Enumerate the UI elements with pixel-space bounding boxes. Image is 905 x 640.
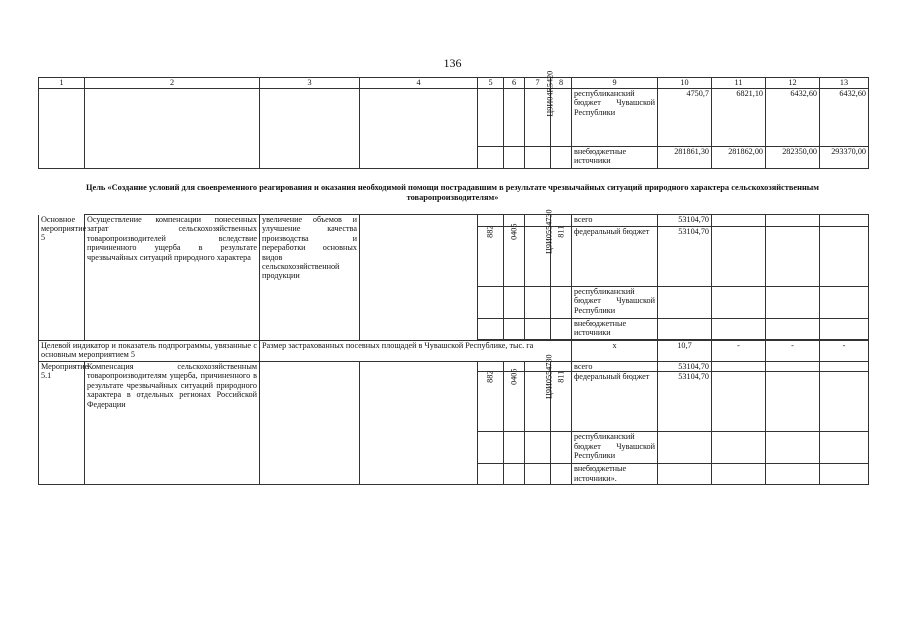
indicator-c9: x xyxy=(572,341,658,362)
page-number: 136 xyxy=(443,56,462,70)
cell-6 xyxy=(504,89,525,147)
cell-13 xyxy=(820,464,869,485)
col-num-3: 3 xyxy=(260,78,360,89)
cell-2 xyxy=(85,89,260,169)
target-code-cell xyxy=(525,209,554,287)
event-type-cell: Основное мероприятие 5 xyxy=(39,215,85,341)
section-code-cell xyxy=(504,223,525,287)
col-num-11: 11 xyxy=(712,78,766,89)
gr-code-cell xyxy=(478,372,504,432)
cell-12 xyxy=(766,215,820,227)
cell-6 xyxy=(504,319,525,340)
cell-6 xyxy=(504,464,525,485)
cell-5 xyxy=(478,147,504,169)
target-code: Ц9И0554730 xyxy=(544,354,554,400)
col-num-4: 4 xyxy=(360,78,478,89)
value-cell: 281861,30 xyxy=(658,147,712,169)
expense-code: 811 xyxy=(556,225,566,238)
value-cell: 53104,70 xyxy=(658,362,712,372)
cell-4 xyxy=(360,89,478,169)
value-cell xyxy=(658,319,712,340)
source-cell: федеральный бюджет xyxy=(572,227,658,287)
col-num-9: 9 xyxy=(572,78,658,89)
target-code: Ц9И0554730 xyxy=(544,209,554,254)
event-name-cell: Осуществление компенсации понесенных затрат сельскохозяйственных товаропроизводителей вследствие причиненного ущерба в результате чрезвычайных ситуаций природного характера xyxy=(85,215,260,341)
cell-11 xyxy=(712,372,766,432)
source-cell: федеральный бюджет xyxy=(572,372,658,432)
top-table xyxy=(38,70,869,169)
cell-12 xyxy=(766,372,820,432)
cell-11 xyxy=(712,464,766,485)
cell-13 xyxy=(820,372,869,432)
expense-code: 811 xyxy=(556,371,566,384)
value-cell: 6432,60 xyxy=(820,89,869,147)
target-code-cell xyxy=(525,354,554,432)
cell-5 xyxy=(478,89,504,147)
cell-8 xyxy=(551,147,572,169)
cell-11 xyxy=(712,319,766,340)
col-num-13: 13 xyxy=(820,78,869,89)
cell-11 xyxy=(712,227,766,287)
table-row xyxy=(39,215,869,227)
goal-heading: Цель «Создание условий для своевременного реагирования и оказания необходимой помощи пострадавшим в результате чрезвычайных ситуаций природного характера сельскохозяйственным товаропроизводителям» xyxy=(85,183,820,203)
source-cell: республиканский бюджет Чувашской Республики xyxy=(572,432,658,464)
gr-code: 882 xyxy=(485,370,495,384)
cell-7 xyxy=(525,147,551,169)
gr-code: 882 xyxy=(485,225,495,238)
col-num-8: 8 xyxy=(551,78,572,89)
col-num-12: 12 xyxy=(766,78,820,89)
indicator-v12: - xyxy=(766,341,820,362)
col-num-5: 5 xyxy=(478,78,504,89)
event-name-cell: Компенсация сельскохозяйственным товаропроизводителям ущерба, причиненного в результате чрезвычайных ситуаций природного характера в отдельных регионах Российской Федерации xyxy=(85,362,260,485)
col-num-10: 10 xyxy=(658,78,712,89)
col-num-2: 2 xyxy=(85,78,260,89)
value-cell: 53104,70 xyxy=(658,227,712,287)
indicator-row xyxy=(39,341,869,362)
cell-5 xyxy=(478,432,504,464)
table-row xyxy=(39,89,869,147)
col-num-1: 1 xyxy=(39,78,85,89)
code-cell xyxy=(525,70,555,147)
indicator-text: Размер застрахованных посевных площадей в Чувашской Республике, тыс. га xyxy=(260,341,572,362)
cell-12 xyxy=(766,362,820,372)
cell-12 xyxy=(766,287,820,319)
value-cell xyxy=(658,464,712,485)
value-cell: 53104,70 xyxy=(658,372,712,432)
gr-code-cell xyxy=(478,227,504,287)
event-result-cell: увеличение объемов и улучшение качества производства и переработки основных видов сельскохозяйственной продукции xyxy=(260,215,360,341)
cell-8 xyxy=(551,287,572,319)
section-code: 0405 xyxy=(509,223,519,240)
cell-12 xyxy=(766,319,820,340)
source-cell: республиканский бюджет Чувашской Республики xyxy=(572,89,658,147)
cell-3 xyxy=(260,89,360,169)
cell-3 xyxy=(260,362,360,485)
cell-6 xyxy=(504,432,525,464)
column-number-row xyxy=(39,78,869,89)
source-cell: всего xyxy=(572,362,658,372)
source-cell: республиканский бюджет Чувашской Республики xyxy=(572,287,658,319)
value-cell xyxy=(658,432,712,464)
value-cell: 53104,70 xyxy=(658,215,712,227)
indicator-label: Целевой индикатор и показатель подпрограммы, увязанные с основным мероприятием 5 xyxy=(39,341,260,362)
cell-5 xyxy=(478,464,504,485)
cell-6 xyxy=(504,287,525,319)
cell-12 xyxy=(766,464,820,485)
event-type-cell: Мероприятие 5.1 xyxy=(39,362,85,485)
main-table xyxy=(38,209,869,485)
source-cell: всего xyxy=(572,215,658,227)
cell-12 xyxy=(766,227,820,287)
cell-8 xyxy=(551,319,572,340)
value-cell: 281862,00 xyxy=(712,147,766,169)
cell-13 xyxy=(820,287,869,319)
indicator-v11: - xyxy=(712,341,766,362)
value-cell: 6821,10 xyxy=(712,89,766,147)
col-num-6: 6 xyxy=(504,78,525,89)
cell-4 xyxy=(360,362,478,485)
value-cell xyxy=(658,287,712,319)
cell-8 xyxy=(551,432,572,464)
cell-13 xyxy=(820,319,869,340)
col-num-7: 7 xyxy=(525,78,551,89)
value-cell: 6432,60 xyxy=(766,89,820,147)
indicator-v10: 10,7 xyxy=(658,341,712,362)
cell-13 xyxy=(820,227,869,287)
cell-12 xyxy=(766,432,820,464)
cell-6 xyxy=(504,147,525,169)
cell-7 xyxy=(525,464,551,485)
cell-4 xyxy=(360,215,478,341)
cell-5 xyxy=(478,319,504,340)
cell-13 xyxy=(820,362,869,372)
cell-1 xyxy=(39,89,85,169)
source-cell: внебюджетные источники xyxy=(572,319,658,340)
section-code: 0405 xyxy=(509,368,519,386)
cell-7 xyxy=(525,287,551,319)
cell-11 xyxy=(712,287,766,319)
table-row xyxy=(39,362,869,372)
cell-11 xyxy=(712,362,766,372)
cell-11 xyxy=(712,215,766,227)
cell-11 xyxy=(712,432,766,464)
value-cell: 4750,7 xyxy=(658,89,712,147)
cell-8 xyxy=(551,464,572,485)
indicator-v13: - xyxy=(820,341,869,362)
source-cell: внебюджетные источники». xyxy=(572,464,658,485)
value-cell: 293370,00 xyxy=(820,147,869,169)
cell-7 xyxy=(525,319,551,340)
source-cell: внебюджетные источники xyxy=(572,147,658,169)
cell-7 xyxy=(525,432,551,464)
cell-13 xyxy=(820,215,869,227)
cell-13 xyxy=(820,432,869,464)
section-code-cell xyxy=(504,368,525,432)
value-cell: 282350,00 xyxy=(766,147,820,169)
cell-5 xyxy=(478,287,504,319)
budget-code: Ц9И04R5420 xyxy=(545,70,555,117)
